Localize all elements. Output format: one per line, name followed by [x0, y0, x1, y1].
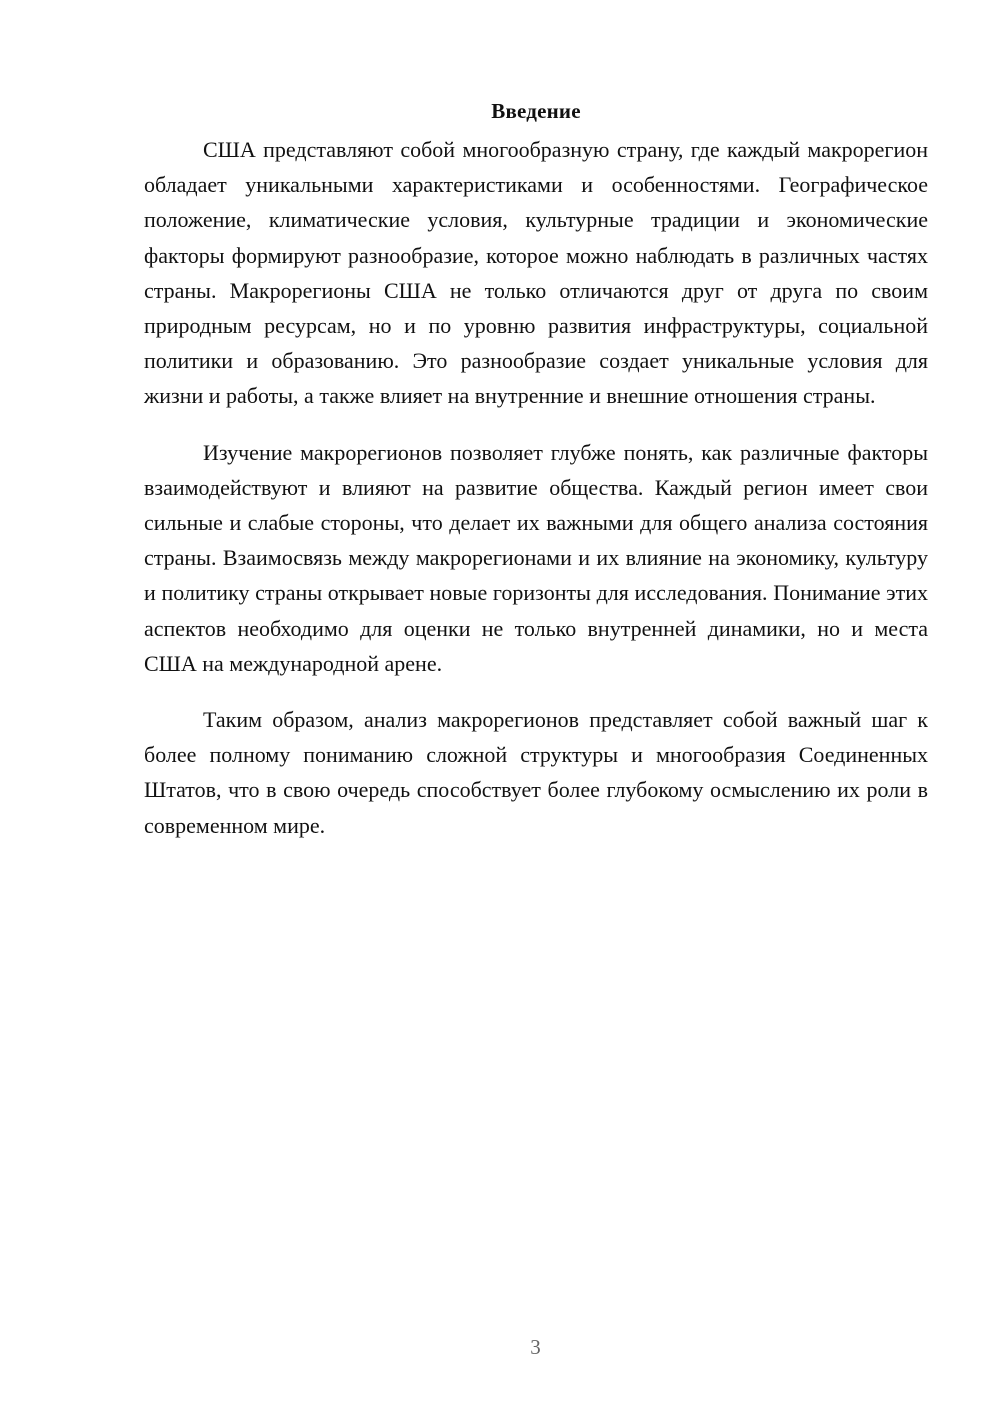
page-number: 3 — [530, 1335, 541, 1359]
section-heading: Введение — [491, 99, 581, 123]
paragraph-2: Изучение макрорегионов позволяет глубже понять, как различные факторы взаимодействуют и влияют на развитие общества. Каждый регион имеет свои сильные и слабые стороны, что делает их важными для общего анализа состояния страны. Взаимосвязь между макрорегионами и их влияние на экономику, культуру и политику страны открывает новые горизонты для исследования. Понимание этих аспектов необходимо для оценки не только внутренней динамики, но и места США на международной арене. — [144, 439, 928, 676]
paragraph-3: Таким образом, анализ макрорегионов представляет собой важный шаг к более полному пониманию сложной структуры и многообразия Соединенных Штатов, что в свою очередь способствует более глубокому осмыслению их роли в современном мире. — [144, 707, 928, 838]
paragraph-1: США представляют собой многообразную страну, где каждый макрорегион обладает уникальными характеристиками и особенностями. Географическое положение, климатические условия, культурные традиции и экономические факторы формируют разнообразие, которое можно наблюдать в различных частях страны. Макрорегионы США не только отличаются друг от друга по своим природным ресурсам, но и по уровню развития инфраструктуры, социальной политики и образованию. Это разнообразие создает уникальные условия для жизни и работы, а также влияет на внутренние и внешние отношения страны. — [144, 137, 928, 409]
page-content — [144, 96, 928, 864]
